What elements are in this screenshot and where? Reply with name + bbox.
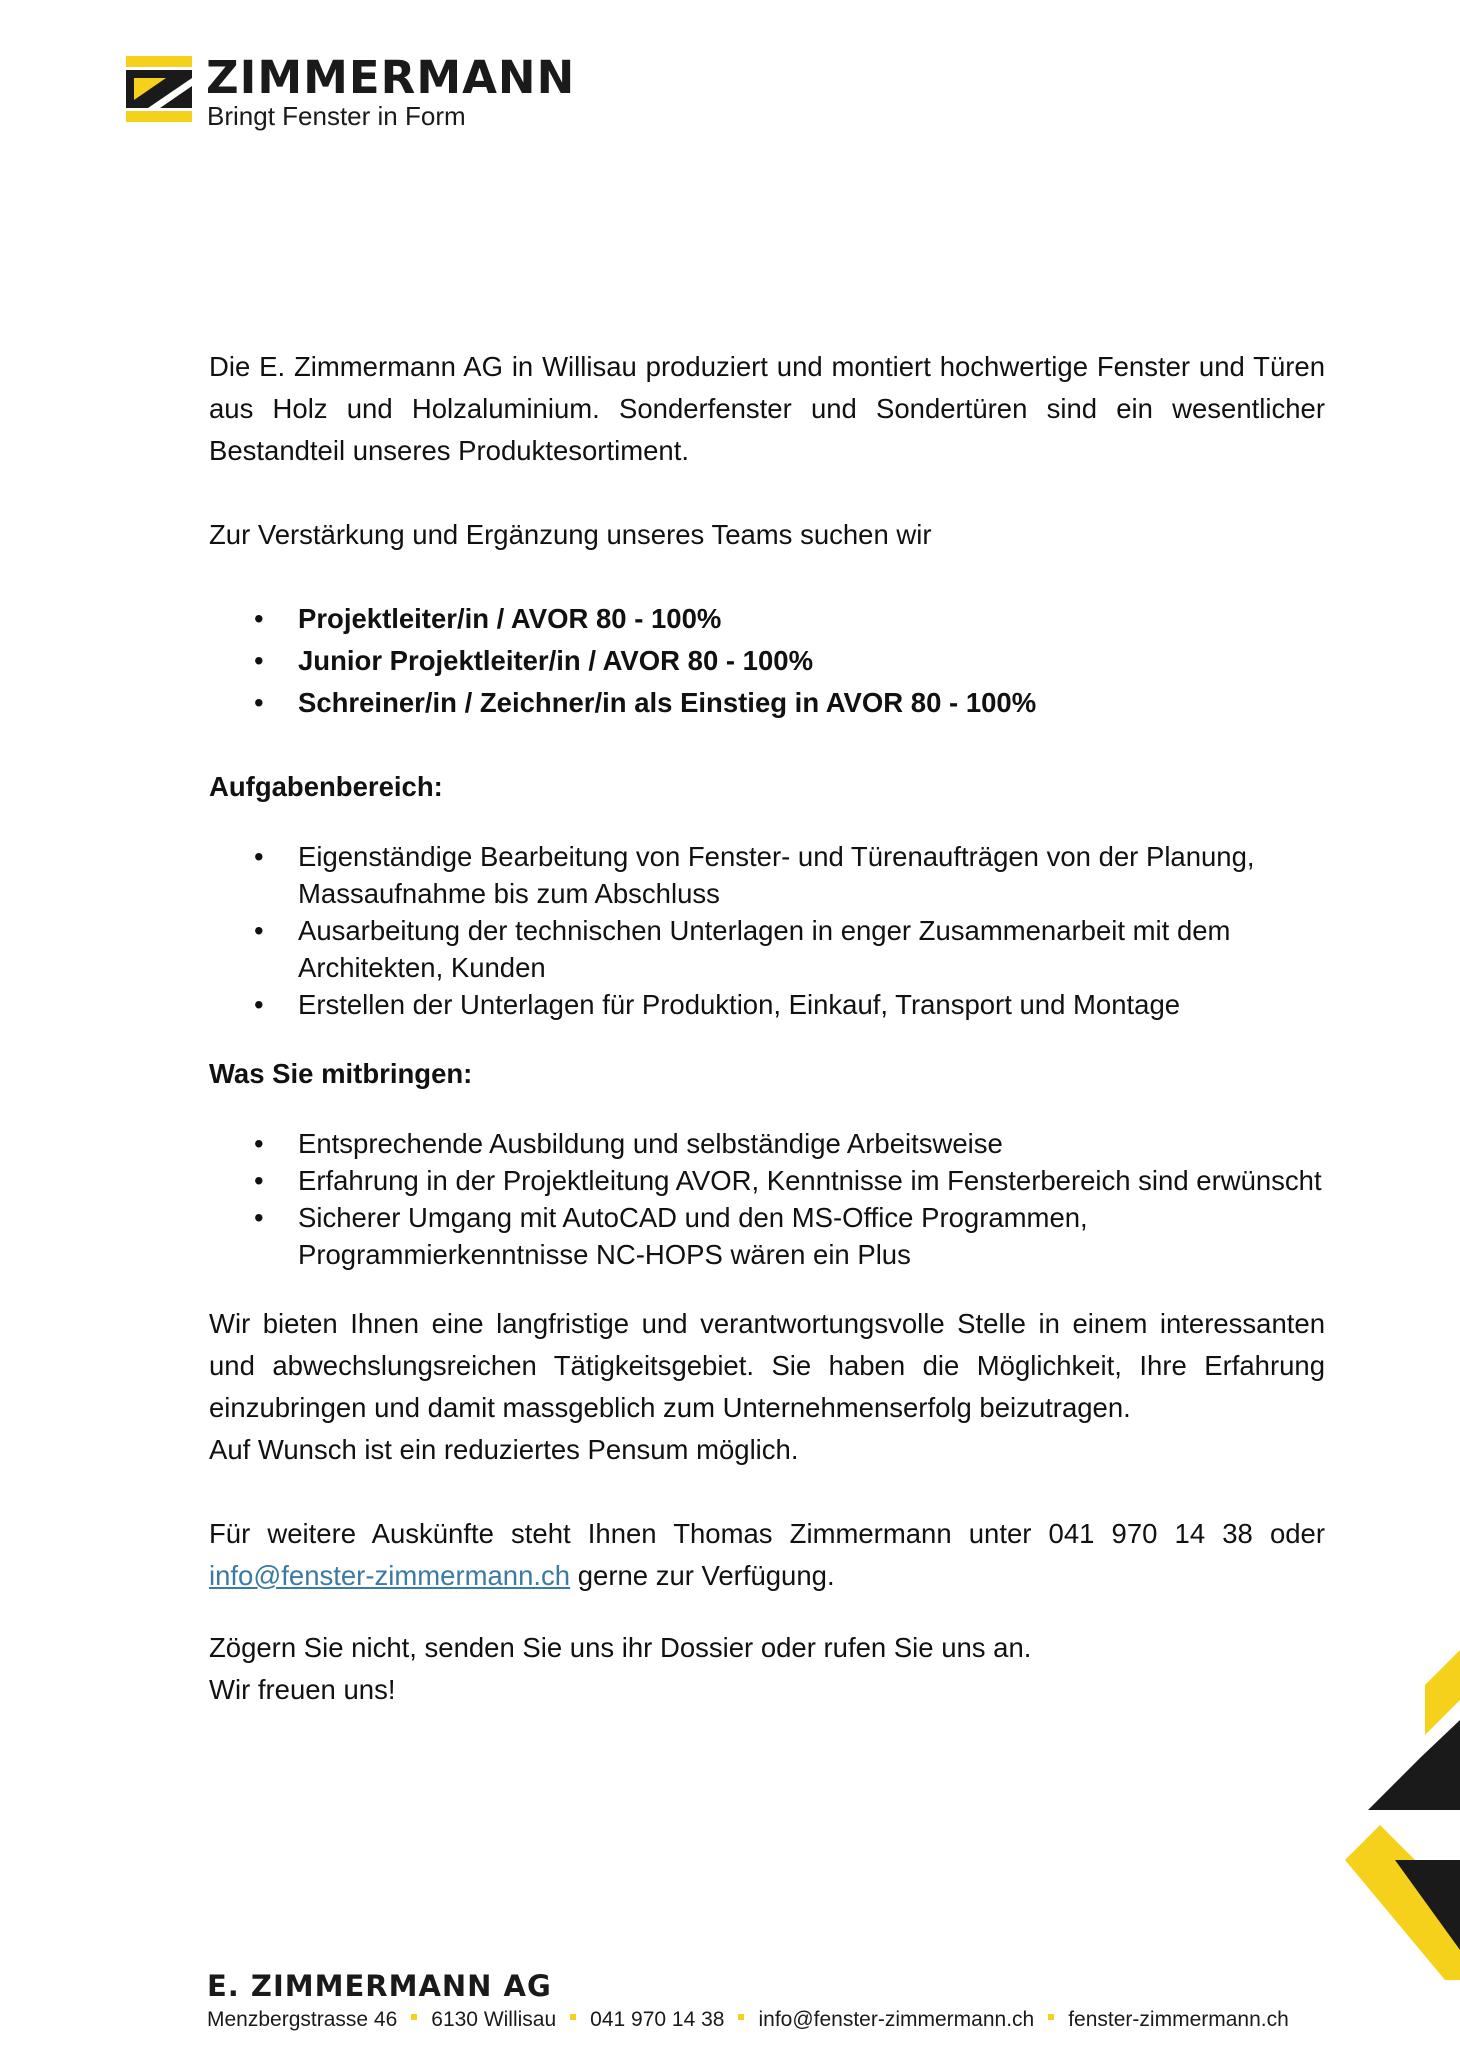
separator-icon bbox=[738, 2014, 744, 2020]
requirements-heading: Was Sie mitbringen: bbox=[209, 1058, 473, 1089]
job-item bbox=[209, 682, 1325, 724]
task-text: Ausarbeitung der technischen Unterlagen in enger Zusammenarbeit mit dem Architekten, Kunden bbox=[298, 915, 1231, 983]
list-item bbox=[209, 986, 1325, 1023]
separator-icon bbox=[1048, 2014, 1054, 2020]
footer-city: 6130 Willisau bbox=[431, 2008, 557, 2031]
job-ad-body bbox=[209, 346, 1325, 1711]
intro-paragraph: Die E. Zimmermann AG in Willisau produziert und montiert hochwertige Fenster und Türen aus Holz und Holzaluminium. Sonderfenster und Sondertüren sind ein wesentlicher Bestandteil unseres Produktesortiment. bbox=[209, 351, 1325, 466]
bullet-icon: • bbox=[254, 915, 264, 946]
decorative-corner-graphic bbox=[1300, 1650, 1460, 1980]
bullet-icon: • bbox=[254, 1128, 264, 1159]
requirement-text: Erfahrung in der Projektleitung AVOR, Kenntnisse im Fensterbereich sind erwünscht bbox=[298, 1165, 1322, 1196]
job-title: Projektleiter/in / AVOR 80 - 100% bbox=[298, 603, 722, 634]
footer-company-name: E. ZIMMERMANN AG bbox=[207, 1969, 552, 2003]
job-item bbox=[209, 598, 1325, 640]
footer-phone: 041 970 14 38 bbox=[590, 2008, 725, 2031]
list-item bbox=[209, 912, 1325, 986]
logo-wordmark: ZIMMERMANN bbox=[206, 51, 576, 104]
offer-note: Auf Wunsch ist ein reduziertes Pensum möglich. bbox=[209, 1434, 799, 1465]
zimmermann-logo-icon bbox=[126, 56, 192, 122]
footer-website[interactable]: fenster-zimmermann.ch bbox=[1068, 2008, 1289, 2031]
bullet-icon: • bbox=[254, 1165, 264, 1196]
contact-paragraph bbox=[209, 1513, 1325, 1597]
separator-icon bbox=[570, 2014, 576, 2020]
list-item bbox=[209, 1162, 1325, 1199]
separator-icon bbox=[411, 2014, 417, 2020]
task-text: Eigenständige Bearbeitung von Fenster- und Türenaufträgen von der Planung, Massaufnahme bis zum Abschluss bbox=[298, 841, 1255, 909]
intro-lead: Zur Verstärkung und Ergänzung unseres Teams suchen wir bbox=[209, 519, 932, 550]
tasks-heading: Aufgabenbereich: bbox=[209, 771, 443, 802]
job-list bbox=[209, 598, 1325, 724]
list-item bbox=[209, 838, 1325, 912]
bullet-icon: • bbox=[254, 841, 264, 872]
closing-line-2: Wir freuen uns! bbox=[209, 1674, 396, 1705]
company-logo bbox=[126, 52, 606, 132]
contact-email-link[interactable]: info@fenster-zimmermann.ch bbox=[209, 1560, 571, 1591]
footer-email[interactable]: info@fenster-zimmermann.ch bbox=[758, 2008, 1035, 2031]
task-text: Erstellen der Unterlagen für Produktion, Einkauf, Transport und Montage bbox=[298, 989, 1181, 1020]
bullet-icon: • bbox=[254, 603, 264, 634]
list-item bbox=[209, 1125, 1325, 1162]
closing-line-1: Zögern Sie nicht, senden Sie uns ihr Dossier oder rufen Sie uns an. bbox=[209, 1632, 1032, 1663]
offer-paragraph: Wir bieten Ihnen eine langfristige und verantwortungsvolle Stelle in einem interessanten und abwechslungsreichen Tätigkeitsgebiet. Sie haben die Möglichkeit, Ihre Erfahrung einzubringen und damit massgeblich zum Unternehmenserfolg beizutragen. bbox=[209, 1308, 1325, 1423]
job-title: Schreiner/in / Zeichner/in als Einstieg in AVOR 80 - 100% bbox=[298, 687, 1037, 718]
list-item bbox=[209, 1199, 1325, 1273]
job-title: Junior Projektleiter/in / AVOR 80 - 100% bbox=[298, 645, 814, 676]
requirements-list bbox=[209, 1125, 1325, 1273]
bullet-icon: • bbox=[254, 645, 264, 676]
contact-text: Für weitere Auskünfte steht Ihnen Thomas Zimmermann unter 041 970 14 38 oder bbox=[209, 1518, 1325, 1549]
footer bbox=[207, 1968, 1357, 2034]
logo-tagline: Bringt Fenster in Form bbox=[207, 101, 466, 131]
job-item bbox=[209, 640, 1325, 682]
bullet-icon: • bbox=[254, 989, 264, 1020]
bullet-icon: • bbox=[254, 1202, 264, 1233]
requirement-text: Entsprechende Ausbildung und selbständige Arbeitsweise bbox=[298, 1128, 1003, 1159]
requirement-text: Sicherer Umgang mit AutoCAD und den MS-Office Programmen, Programmierkenntnisse NC-HOPS wären ein Plus bbox=[298, 1202, 1088, 1270]
tasks-list bbox=[209, 838, 1325, 1023]
footer-contact-line bbox=[207, 2006, 1357, 2034]
bullet-icon: • bbox=[254, 687, 264, 718]
contact-text-end: gerne zur Verfügung. bbox=[570, 1560, 835, 1591]
footer-address: Menzbergstrasse 46 bbox=[207, 2008, 398, 2031]
